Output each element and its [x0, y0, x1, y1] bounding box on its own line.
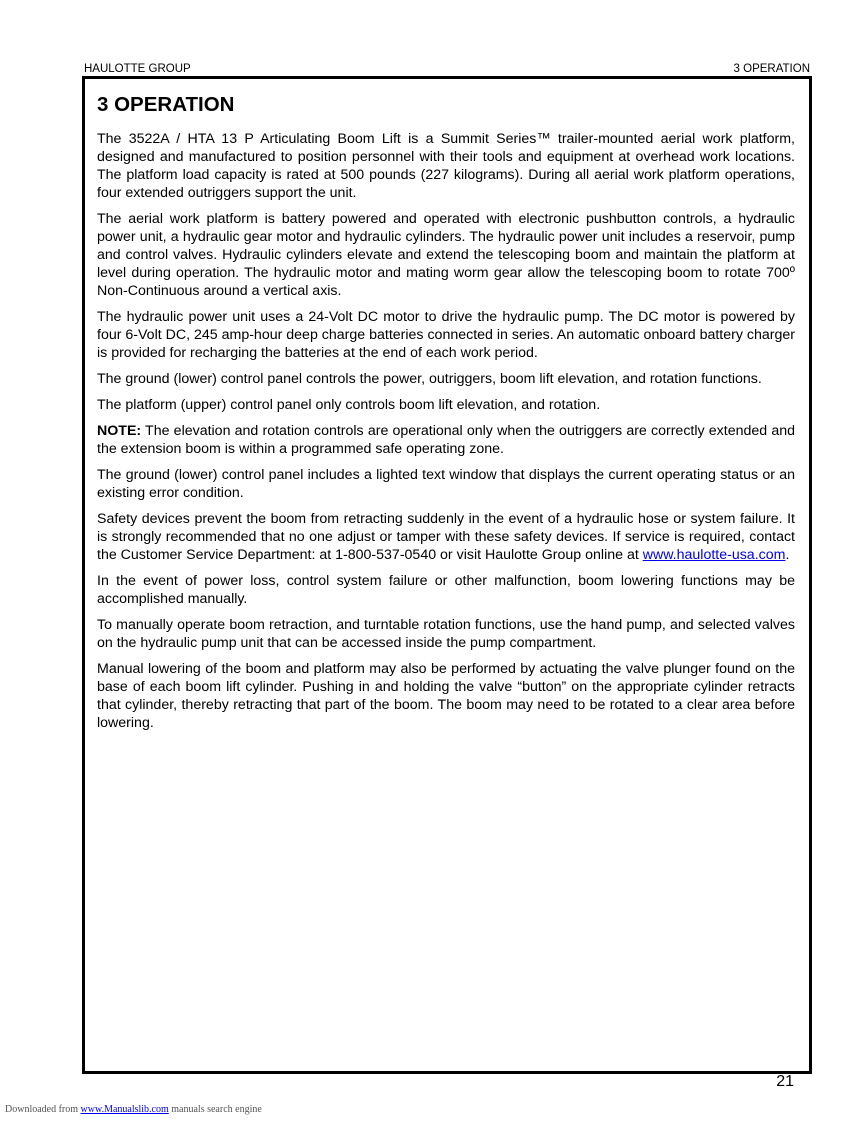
note-label: NOTE: [97, 423, 142, 439]
content-frame [82, 76, 812, 1074]
download-footer [5, 1104, 262, 1116]
paragraph-manual-operation: To manually operate boom retraction, and turntable rotation functions, use the hand pump, and selected valves on the hydraulic pump unit that can be accessed inside the pump compartment. [97, 617, 795, 651]
paragraph-manual-lowering: Manual lowering of the boom and platform may also be performed by actuating the valve plunger found on the base of each boom lift cylinder. Pushing in and holding the valve “button” on the appropriate cylinder retracts that cylinder, thereby retracting that part of the boom. The boom may need to be rotated to a clear area before lowering. [97, 661, 795, 731]
section-title: 3 OPERATION [97, 93, 235, 116]
header-section: 3 OPERATION [733, 63, 810, 75]
paragraph-dc-motor: The hydraulic power unit uses a 24-Volt DC motor to drive the hydraulic pump. The DC motor is powered by four 6-Volt DC, 245 amp-hour deep charge batteries connected in series. An automatic onboard battery charger is provided for recharging the batteries at the end of each work period. [97, 309, 795, 361]
footer-prefix: Downloaded from [5, 1104, 81, 1115]
paragraph-overview: The 3522A / HTA 13 P Articulating Boom Lift is a Summit Series™ trailer-mounted aerial work platform, designed and manufactured to position personnel with their tools and equipment at overhead work locations. The platform load capacity is rated at 500 pounds (227 kilograms). During all aerial work platform operations, four extended outriggers support the unit. [97, 131, 795, 201]
paragraph-platform-panel: The platform (upper) control panel only controls boom lift elevation, and rotation. [97, 397, 601, 413]
note-text: The elevation and rotation controls are operational only when the outriggers are correctly extended and the extension boom is within a programmed safe operating zone. [97, 423, 795, 457]
safety-text-end: . [785, 547, 790, 563]
document-body [97, 93, 795, 740]
page-number: 21 [776, 1073, 794, 1090]
safety-text: Safety devices prevent the boom from retracting suddenly in the event of a hydraulic hose or system failure. It is strongly recommended that no one adjust or tamper with these safety devices. If service is required, contact the Customer Service Department: at 1-800-537-0540 or visit Haulotte Group online at [97, 511, 795, 563]
paragraph-power-loss: In the event of power loss, control system failure or other malfunction, boom lowering functions may be accomplished manually. [97, 573, 795, 607]
paragraph-ground-panel: The ground (lower) control panel controls the power, outriggers, boom lift elevation, and rotation functions. [97, 371, 762, 387]
paragraph-safety-devices [97, 510, 795, 564]
paragraph-power-system: The aerial work platform is battery powered and operated with electronic pushbutton controls, a hydraulic power unit, a hydraulic gear motor and hydraulic cylinders. The hydraulic power unit includes a reservoir, pump and control valves. Hydraulic cylinders elevate and extend the telescoping boom and maintain the platform at level during operation. The hydraulic motor and mating worm gear allow the telescoping boom to rotate 700º Non-Continuous around a vertical axis. [97, 211, 795, 299]
header-company: HAULOTTE GROUP [84, 63, 191, 75]
manualslib-link[interactable]: www.Manualslib.com [80, 1104, 169, 1115]
haulotte-website-link[interactable]: www.haulotte-usa.com [642, 547, 786, 563]
paragraph-note [97, 422, 795, 458]
footer-suffix: manuals search engine [168, 1104, 262, 1115]
page-header [84, 62, 810, 76]
paragraph-text-window: The ground (lower) control panel includes a lighted text window that displays the current operating status or an existing error condition. [97, 467, 795, 501]
